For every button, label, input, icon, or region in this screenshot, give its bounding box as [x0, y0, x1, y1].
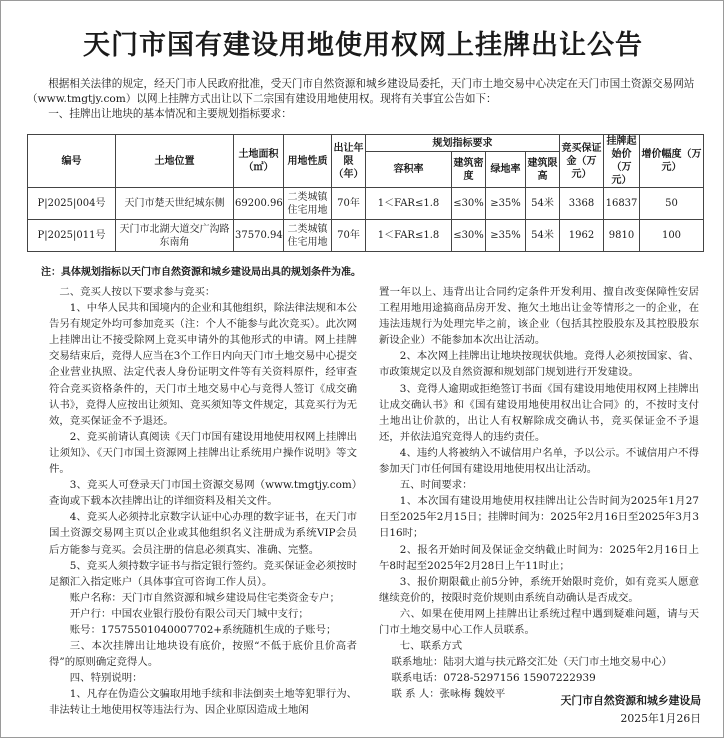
header-height: 建筑限高	[526, 152, 560, 188]
cell-increment: 50	[640, 188, 704, 220]
cell-height: 54米	[526, 188, 560, 220]
cell-increment: 100	[640, 220, 704, 252]
right-column	[379, 284, 699, 702]
cell-deposit: 3368	[560, 188, 604, 220]
header-increment: 增价幅度（万元）	[640, 135, 704, 188]
cell-location: 天门市北湖大道交广沟路东南角	[116, 220, 234, 252]
contact-person: 联 系 人：张咏梅 魏姣平	[391, 688, 506, 701]
account-bank: 开户行：中国农业银行股份有限公司天门城中支行；	[69, 607, 309, 620]
paragraph: 1、凡存在伪造公文骗取用地手续和非法倒卖土地等犯罪行为、非法转让土地使用权等违法行为、因企业原因造成土地闲	[49, 688, 357, 717]
header-term: 出让年限（年）	[332, 135, 366, 188]
section-four-heading: 四、特别说明：	[69, 672, 143, 685]
cell-no: P|2025|011号	[28, 220, 116, 252]
cell-density: ≤30%	[452, 188, 486, 220]
header-density: 建筑密度	[452, 152, 486, 188]
cell-deposit: 1962	[560, 220, 604, 252]
cell-start-price: 9810	[604, 220, 640, 252]
section-three: 三、本次挂牌出让地块设有底价，按照“不低于底价且价高者得”的原则确定竞得人。	[49, 640, 357, 669]
contact-address: 联系地址：陆羽大道与扶元路交汇处（天门市土地交易中心）	[391, 656, 673, 669]
cell-density: ≤30%	[452, 220, 486, 252]
planning-note: 注：具体规划指标以天门市自然资源和城乡建设局出具的规划条件为准。	[41, 267, 361, 278]
paragraph: 1、中华人民共和国境内的企业和其他组织，除法律法规和本公告另有规定外均可参加竞买（注：个人不能参与此次竞买）。此次网上挂牌出让不接受除网上竞买申请外的其他形式的申请。网上挂牌交易结束后，竞得人应当在3个工作日内向天门市土地交易中心提交企业营业执照、法定代表人身份证明文件等有关资料原件，经审查符合竞买资格条件的，天门市土地交易中心与竞得人签订《成交确认书》，竞得人应按出让须知、竞买须知等文件规定，其竞买行为无效，竞买保证金不予退还。	[49, 302, 357, 427]
cell-location: 天门市楚天世纪城东侧	[116, 188, 234, 220]
section-five-heading: 五、时间要求：	[399, 479, 473, 492]
header-green: 绿地率	[486, 152, 526, 188]
paragraph: 4、违约人将被纳入不诚信用户名单，予以公示。不诚信用户不得参加天门市任何国有建设用地使用权出让活动。	[379, 446, 699, 476]
contact-phone: 联系电话：0728-5297156 15907222939	[391, 672, 596, 685]
header-area: 土地面积（㎡）	[234, 135, 284, 188]
cell-far: 1＜FAR≤1.8	[366, 188, 452, 220]
cell-start-price: 16837	[604, 188, 640, 220]
table-row	[28, 188, 704, 220]
account-name: 账户名称：天门市自然资源和城乡建设局住宅类资金专户；	[69, 591, 340, 604]
issuer-signature: 天门市自然资源和城乡建设局	[560, 694, 701, 707]
cell-use: 二类城镇住宅用地	[284, 188, 332, 220]
cell-no: P|2025|004号	[28, 188, 116, 220]
section-one-heading: 一、挂牌出让地块的基本情况和主要规划指标要求：	[48, 108, 292, 120]
intro-section	[27, 77, 703, 122]
cell-use: 二类城镇住宅用地	[284, 220, 332, 252]
paragraph: 5、竞买人须持数字证书与指定银行签约。竞买保证金必须按时足额汇入指定账户（具体事宜可咨询工作人员）。	[49, 559, 357, 588]
cell-height: 54米	[526, 220, 560, 252]
table-row	[28, 220, 704, 252]
cell-green: ≥35%	[486, 188, 526, 220]
cell-area: 37570.94	[234, 220, 284, 252]
intro-paragraph: 根据相关法律的规定，经天门市人民政府批准，受天门市自然资源和城乡建设局委托，天门市土地交易中心决定在天门市国土资源交易网站（www.tmgtjy.com）以网上挂牌方式出让以下二宗国有建设用地使用权。现将有关事宜公告如下：	[27, 78, 695, 105]
section-two-heading: 二、竞买人按以下要求参与竞买：	[59, 286, 216, 298]
cell-term: 70年	[332, 220, 366, 252]
header-use: 用地性质	[284, 135, 332, 188]
paragraph: 4、竞买人必须持北京数字认证中心办理的数字证书，在天门市国土资源交易网主页以企业或其他组织名义注册成为系统VIP会员后方能参与竞买。会员注册的信息必须真实、准确、完整。	[49, 511, 357, 556]
header-no: 编号	[28, 135, 116, 188]
paragraph: 2、报名开始时间及保证金交纳截止时间为：2025年2月16日上午8时起至2025年2月28日上午11时止；	[379, 543, 699, 572]
section-seven-heading: 七、联系方式	[399, 640, 463, 653]
paragraph: 3、报价期限截止前5分钟，系统开始限时竞价，如有竞买人愿意继续竞价的，按限时竞价规则由系统自动确认是否成交。	[379, 575, 699, 604]
header-start-price: 挂牌起始价（万元）	[604, 135, 640, 188]
paragraph: 2、竞买前请认真阅读《天门市国有建设用地使用权网上挂牌出让须知》、《天门市国土资源网上挂牌出让系统用户操作说明》等文件。	[49, 430, 357, 476]
header-deposit: 竞买保证金（万元）	[560, 135, 604, 188]
paragraph: 3、竞得人逾期或拒绝签订书面《国有建设用地使用权网上挂牌出让成交确认书》和《国有建设用地使用权出让合同》的，不按时支付土地出让价款的，出让人有权解除成交确认书，竞买保证金不予退还，并依法追究竞得人的违约责任。	[379, 382, 699, 443]
account-number: 账号：17575501040007702+系统随机生成的子账号；	[69, 623, 337, 636]
header-location: 土地位置	[116, 135, 234, 188]
cell-term: 70年	[332, 188, 366, 220]
header-planning: 规划指标要求	[366, 135, 560, 152]
left-column	[49, 284, 357, 719]
paragraph: 3、竞买人可登录天门市国土资源交易网（www.tmgtjy.com）查询或下载本次挂牌出让的详细资料及相关文件。	[49, 479, 357, 508]
header-far: 容积率	[366, 152, 452, 188]
section-six: 六、如果在使用网上挂牌出让系统过程中遇到疑难问题，请与天门市土地交易中心工作人员联系。	[379, 607, 699, 636]
paragraph: 置一年以上、违背出让合同约定条件开发利用、擅自改变保障性安居工程用地用途搞商品房开发、拖欠土地出让金等情形之一的企业，在违法违规行为处理完毕之前，该企业（包括其控股股东及其控股股东新设企业）不能参加本次出让活动。	[379, 286, 699, 347]
cell-far: 1＜FAR≤1.8	[366, 220, 452, 252]
paragraph: 2、本次网上挂牌出让地块按现状供地。竞得人必须按国家、省、市政策规定以及自然资源和规划部门规划进行开发建设。	[379, 350, 699, 379]
cell-green: ≥35%	[486, 220, 526, 252]
land-plots-table	[27, 134, 704, 252]
cell-area: 69200.96	[234, 188, 284, 220]
issue-date: 2025年1月26日	[620, 712, 701, 725]
page-title: 天门市国有建设用地使用权网上挂牌出让公告	[83, 30, 643, 61]
paragraph: 1、本次国有建设用地使用权挂牌出让公告时间为2025年1月27日至2025年2月15日；挂牌时间为：2025年2月16日至2025年3月3日16时；	[379, 495, 699, 540]
